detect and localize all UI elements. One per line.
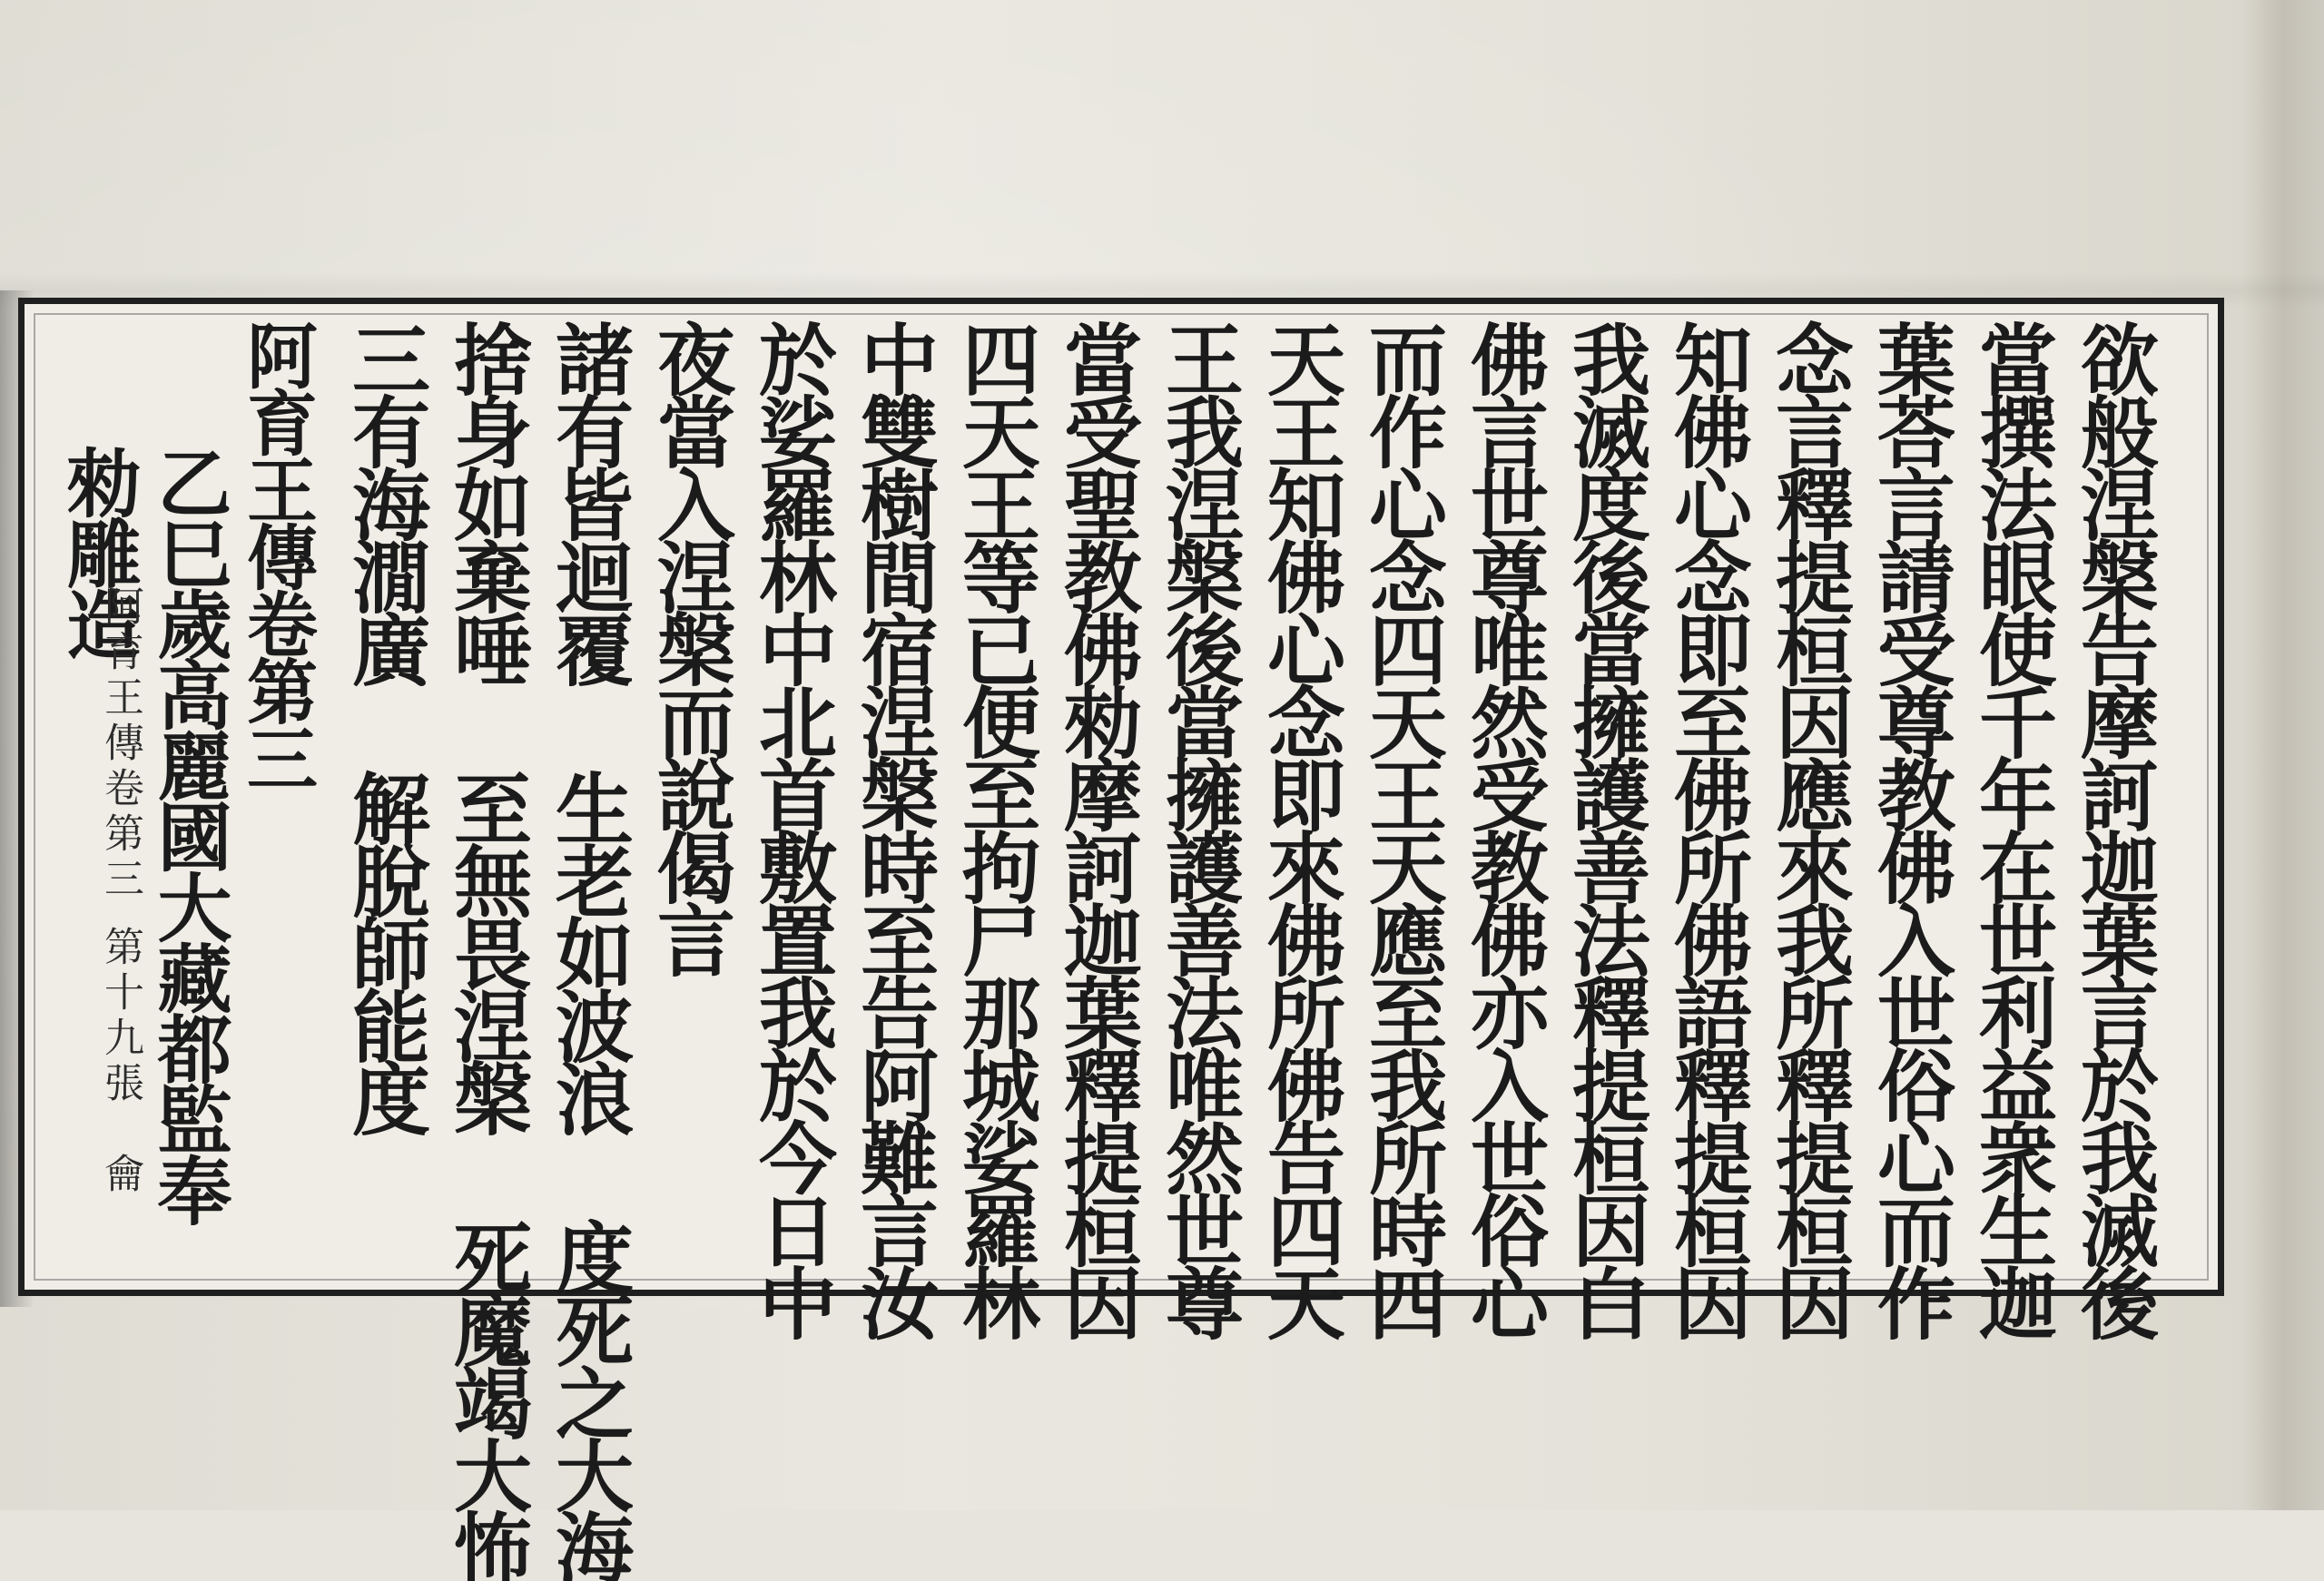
text-column-5: 知佛心念即至佛所佛語釋提桓因 <box>1660 319 1752 1336</box>
text-column-1: 欲般涅槃告摩訶迦葉言於我滅後 <box>2067 319 2159 1336</box>
margin-page-number: 第十九張 <box>97 926 143 1107</box>
fascicle-title: 阿育王傳卷第三 <box>235 319 318 790</box>
book-spine-shadow <box>2242 0 2324 1510</box>
text-column-7: 佛言世尊唯然受教佛亦入世俗心 <box>1457 319 1549 1336</box>
margin-seal-char: 龠 <box>97 1153 143 1193</box>
text-column-6: 我滅度後當擁護善法釋提桓因白 <box>1559 319 1650 1336</box>
text-column-10: 王我涅槃後當擁護善法唯然世尊 <box>1152 319 1244 1336</box>
text-column-3: 葉荅言請受尊教佛入世俗心而作 <box>1864 319 1955 1336</box>
colophon-line-1: 乙巳歲高麗國大藏都監奉 <box>145 445 232 1223</box>
verse-column-3: 三有海㵎廣 解脫師能度 <box>339 319 430 1132</box>
text-column-9: 天王知佛心念即來佛所佛告四天 <box>1254 319 1345 1336</box>
text-column-11: 當受聖教佛勑摩訶迦葉釋提桓因 <box>1050 319 1142 1336</box>
text-column-4: 念言釋提桓因應來我所釋提桓因 <box>1762 319 1854 1336</box>
text-column-14: 於娑羅林中北首敷置我於今日中 <box>745 319 837 1336</box>
text-column-13: 中雙樹間宿涅槃時至告阿難言汝 <box>847 319 939 1336</box>
text-column-15-display: 夜當入涅槃而說偈言 <box>644 319 735 973</box>
text-column-2: 當撰法眼使千年在世利益衆生迦 <box>1965 319 2057 1336</box>
margin-title: 阿育王傳卷第三 <box>97 585 143 903</box>
text-column-12: 四天王等已便至拘尸那城娑羅林 <box>949 319 1040 1336</box>
text-column-8: 而作心念四天王天應至我所時四 <box>1355 319 1447 1336</box>
verse-column-2: 捨身如棄唾 至無畏涅槃 死魔竭大怖 <box>440 319 532 1581</box>
verse-column-1: 諸有皆迴覆 生老如波浪 度死之大海 <box>542 319 634 1581</box>
colophon-line-2: 勑雕造 <box>54 445 142 657</box>
